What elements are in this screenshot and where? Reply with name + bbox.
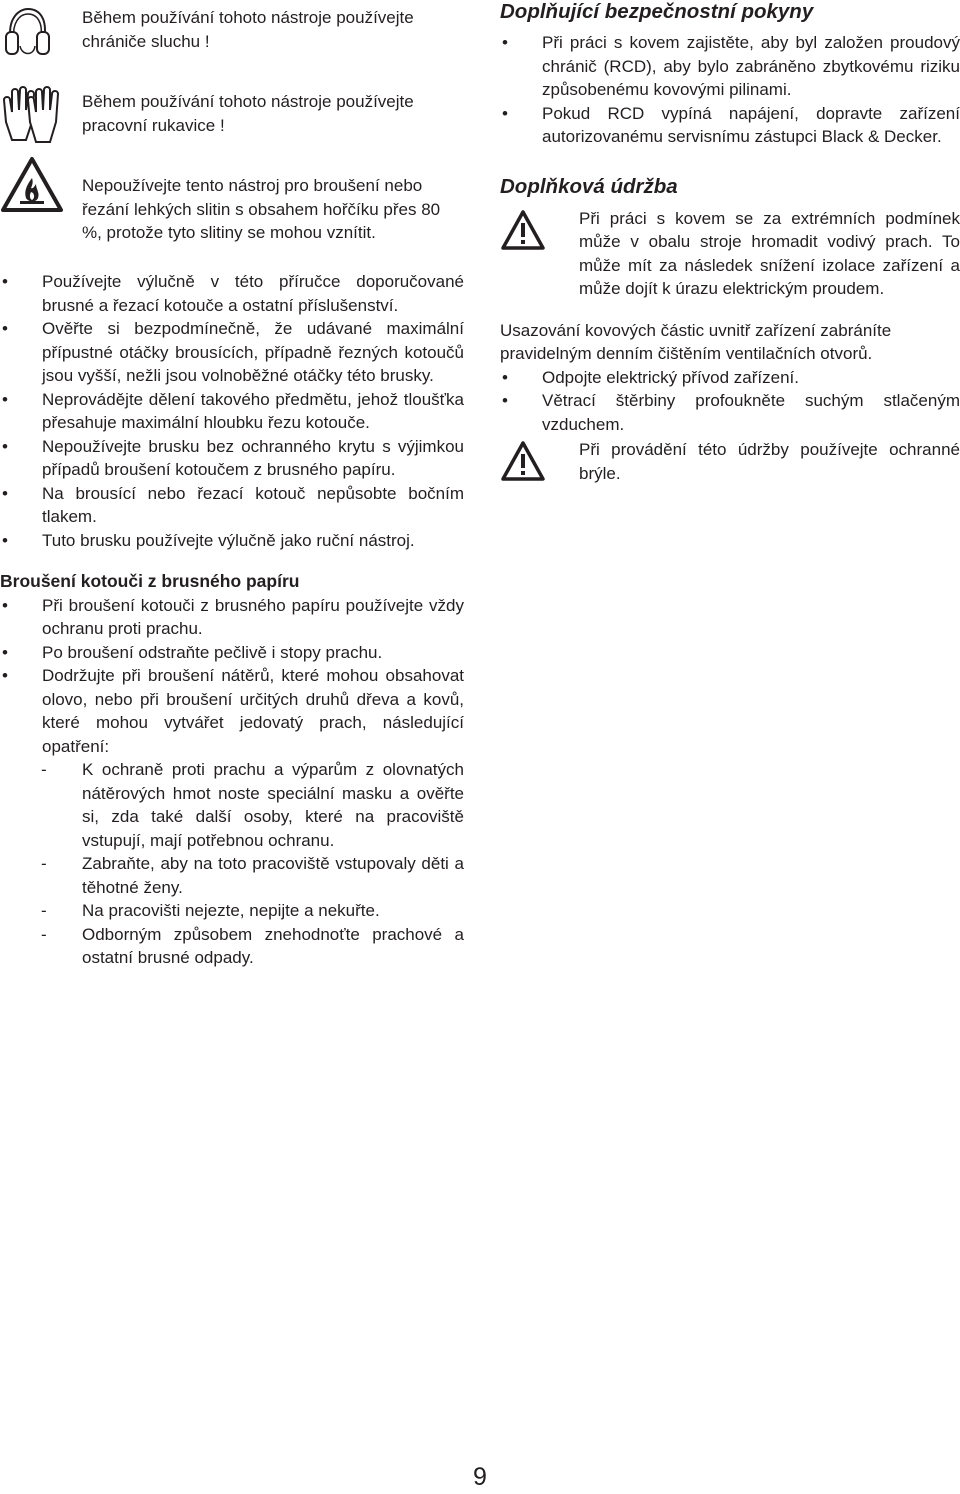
list-item: • Větrací štěrbiny profoukněte suchým stlačeným vzduchem. <box>500 389 960 436</box>
list-item: • Neprovádějte dělení takového předmětu, jehož tloušťka přesahuje maximální hloubku řezu kotouče. <box>0 388 464 435</box>
maintenance-paragraph: Usazování kovových částic uvnitř zařízení zabráníte pravidelným denním čištěním ventilačních otvorů. <box>500 320 892 363</box>
fire-hazard-text: Nepoužívejte tento nástroj pro broušení nebo řezání lehkých slitin s obsahem hořčíku přes 80 %, protože tyto slitiny se mohou vznítit. <box>82 176 441 242</box>
list-item: • Nepoužívejte brusku bez ochranného krytu s výjimkou případů broušení kotoučem z brusného papíru. <box>0 435 464 482</box>
list-item: • Při broušení kotouči z brusného papíru používejte vždy ochranu proti prachu. <box>0 594 464 641</box>
list-item: • Ověřte si bezpodmínečně, že udávané maximální přípustné otáčky brousících, případně řezných kotoučů jsou vyšší, nežli jsou volnoběžné otáčky této brusky. <box>0 317 464 388</box>
list-item: • Při práci s kovem zajistěte, aby byl založen proudový chránič (RCD), aby bylo zabráněno zbytkovému riziku způsobenému kovovými pilinami. <box>500 31 960 102</box>
protective-gloves-icon <box>0 82 64 155</box>
list-item: - Odborným způsobem znehodnoťte prachové a ostatní brusné odpady. <box>0 923 464 970</box>
right-column <box>500 0 960 485</box>
warning-triangle-icon <box>500 209 546 258</box>
maintenance-warning-text: Při práci s kovem se za extrémních podmínek může v obalu stroje hromadit vodivý prach. To může mít za následek snížení izolace zařízení a může dojít k úrazu elektrickým proudem. <box>579 208 960 298</box>
list-item: • Odpojte elektrický přívod zařízení. <box>500 366 960 390</box>
maintenance-warning-1 <box>500 207 960 301</box>
sanding-bullet-list <box>0 594 464 759</box>
ear-protection-text: Během používání tohoto nástroje používejte chrániče sluchu ! <box>82 8 414 51</box>
sanding-heading: Broušení kotouči z brusného papíru <box>0 571 300 591</box>
maintenance-warning-2 <box>500 438 960 485</box>
list-item: - Zabraňte, aby na toto pracoviště vstupovaly děti a těhotné ženy. <box>0 852 464 899</box>
warning-triangle-icon <box>500 440 546 489</box>
list-item: • Na brousící nebo řezací kotouč nepůsobte bočním tlakem. <box>0 482 464 529</box>
maintenance-heading: Doplňková údržba <box>500 174 678 198</box>
maintenance-bullet-list <box>500 366 960 437</box>
gloves-text: Během používání tohoto nástroje používejte pracovní rukavice ! <box>82 92 414 135</box>
additional-safety-list <box>500 31 960 149</box>
list-item: - Na pracovišti nejezte, nepijte a nekuřte. <box>0 899 464 923</box>
safety-heading: Doplňující bezpečnostní pokyny <box>500 0 814 23</box>
fire-hazard-note <box>0 150 464 240</box>
list-item: • Dodržujte při broušení nátěrů, které mohou obsahovat olovo, nebo při broušení určitých druhů dřeva a kovů, které mohou vytvářet jedovatý prach, následující opatření: <box>0 664 464 758</box>
list-item: • Tuto brusku používejte výlučně jako ruční nástroj. <box>0 529 464 553</box>
list-item: • Po broušení odstraňte pečlivě i stopy prachu. <box>0 641 464 665</box>
left-column <box>0 6 464 970</box>
safety-bullet-list <box>0 270 464 552</box>
sanding-dash-list <box>0 758 464 970</box>
page-number: 9 <box>473 1463 487 1491</box>
list-item: • Používejte výlučně v této příručce doporučované brusné a řezací kotouče a ostatní příslušenství. <box>0 270 464 317</box>
list-item: • Pokud RCD vypíná napájení, dopravte zařízení autorizovanému servisnímu zástupci Black & Decker. <box>500 102 960 149</box>
list-item: - K ochraně proti prachu a výparům z olovnatých nátěrových hmot noste speciální masku a ověřte si, zda také další osoby, které na pracoviště vstupují, mají potřebnou ochranu. <box>0 758 464 852</box>
ear-protection-note <box>0 6 464 80</box>
eye-protection-text: Při provádění této údržby používejte ochranné brýle. <box>579 440 960 483</box>
gloves-note <box>0 80 464 150</box>
ear-protection-icon <box>4 6 50 69</box>
fire-hazard-warning-icon <box>0 156 64 221</box>
